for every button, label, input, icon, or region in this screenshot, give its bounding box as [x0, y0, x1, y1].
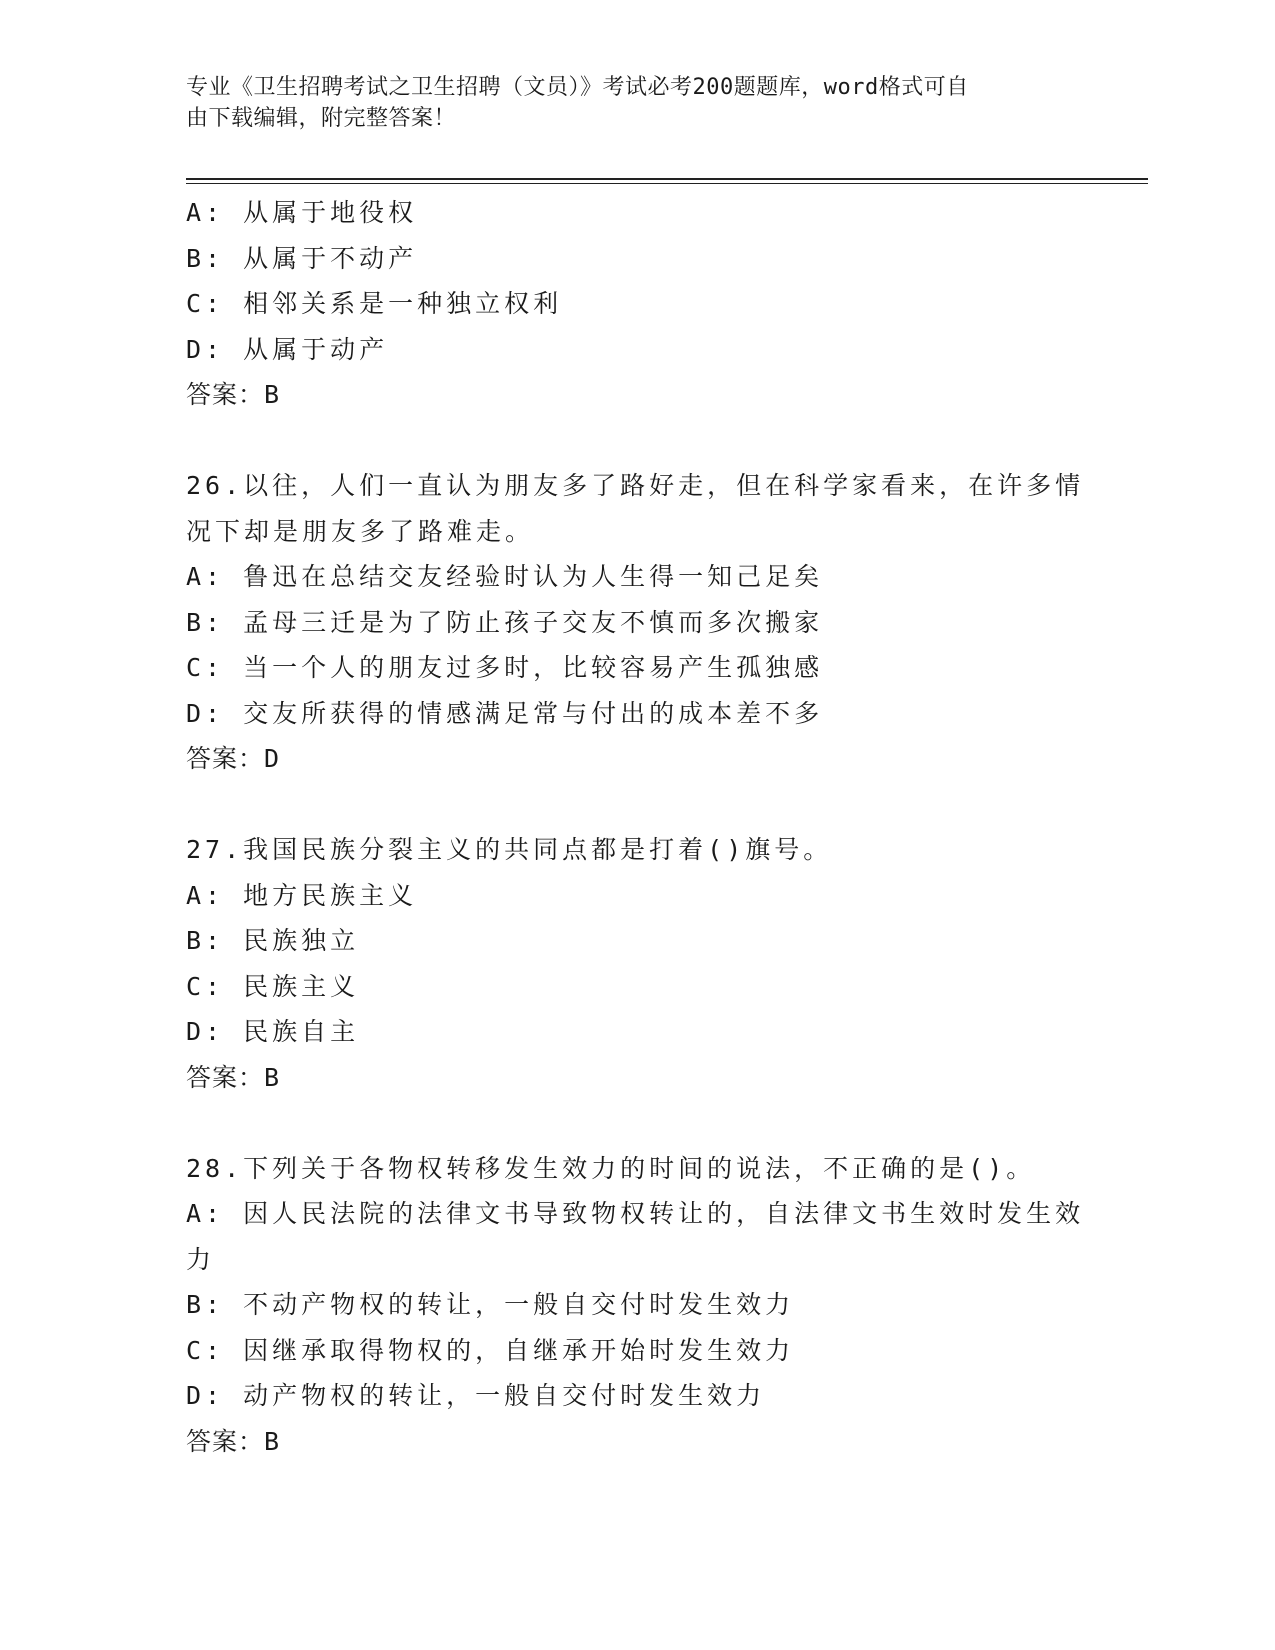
spacer: [186, 1100, 1066, 1146]
option-d: D: 从属于动产: [186, 334, 389, 364]
question-list: [186, 190, 1085, 1464]
option-c: C: 民族主义: [186, 971, 360, 1001]
option-d: D: 动产物权的转让，一般自交付时发生效力: [186, 1381, 766, 1410]
spacer: [186, 782, 1066, 828]
answer-line: 答案：D: [186, 744, 281, 773]
answer-line: 答案：B: [186, 1062, 281, 1092]
header-line-2: 由下载编辑，附完整答案！: [186, 106, 457, 131]
spacer: [186, 418, 1066, 464]
question-stem: 28.下列关于各物权转移发生效力的时间的说法，不正确的是()。: [186, 1153, 1036, 1183]
question-25: [186, 190, 1066, 418]
option-d: D: 交友所获得的情感满足常与付出的成本差不多: [186, 698, 824, 728]
question-26: [186, 463, 1085, 782]
question-stem-line-1: 26.以往，人们一直认为朋友多了路好走，但在科学家看来，在许多情: [186, 471, 1085, 500]
option-b: B: 孟母三迁是为了防止孩子交友不慎而多次搬家: [186, 607, 824, 637]
option-a: A: 从属于地役权: [186, 198, 418, 227]
option-d: D: 民族自主: [186, 1017, 360, 1046]
option-c: C: 因继承取得物权的，自继承开始时发生效力: [186, 1335, 795, 1365]
answer-line: 答案：B: [186, 380, 281, 409]
question-stem: 27.我国民族分裂主义的共同点都是打着()旗号。: [186, 835, 833, 864]
document-header: [186, 72, 1066, 134]
option-b: B: 民族独立: [186, 926, 360, 955]
option-c: C: 当一个人的朋友过多时，比较容易产生孤独感: [186, 653, 824, 682]
question-28: [186, 1146, 1085, 1465]
option-a-line-1: A: 因人民法院的法律文书导致物权转让的，自法律文书生效时发生效: [186, 1199, 1085, 1228]
question-stem-line-2: 况下却是朋友多了路难走。: [186, 516, 535, 546]
question-27: [186, 827, 1066, 1100]
header-divider-thin: [186, 183, 1148, 184]
option-b: B: 不动产物权的转让，一般自交付时发生效力: [186, 1290, 795, 1319]
option-b: B: 从属于不动产: [186, 243, 418, 273]
option-c: C: 相邻关系是一种独立权利: [186, 289, 563, 318]
header-divider-thick: [186, 178, 1148, 180]
option-a: A: 鲁迅在总结交友经验时认为人生得一知己足矣: [186, 562, 824, 591]
option-a: A: 地方民族主义: [186, 880, 418, 910]
option-a-line-2: 力: [186, 1244, 216, 1274]
answer-line: 答案：B: [186, 1426, 281, 1456]
header-line-1: 专业《卫生招聘考试之卫生招聘（文员）》考试必考200题题库，word格式可自: [186, 75, 969, 100]
